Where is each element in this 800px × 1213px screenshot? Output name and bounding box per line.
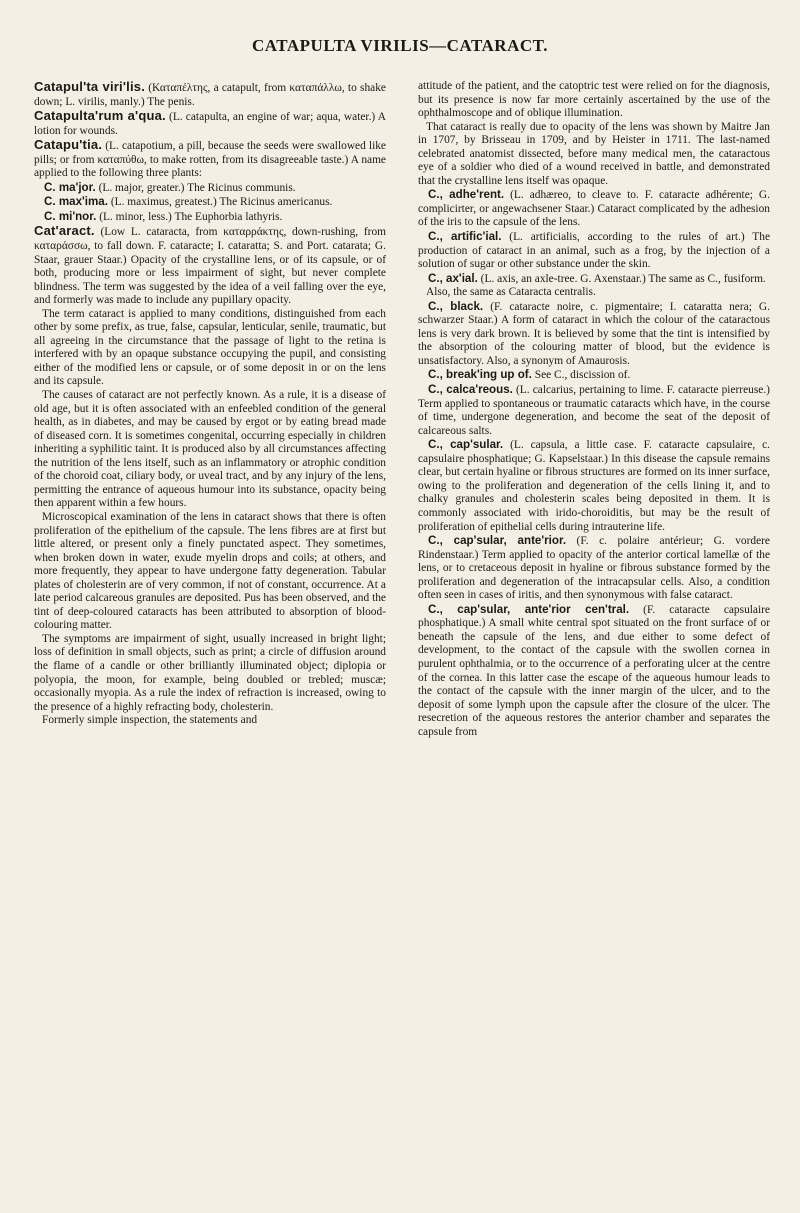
definition: (L. axis, an axle-tree. G. Axenstaar.) The same as C., fusiform. <box>480 272 766 285</box>
subheadword: C. max'ima. <box>44 195 108 209</box>
entry-catapulta-virilis <box>34 80 386 109</box>
subentry-breaking-up <box>418 368 770 383</box>
definition: (F. cataracte capsulaire phosphatique.) A small white central spot situated on the front surface of or beneath the capsule of the lens, and due either to some defect of development, to the contact of the capsule with the swollen cornea in purulent ophthalmia, or to the occurrence of a perforating ulcer at the centre of the cornea. In this latter case the escape of the aqueous humour leads to the contact of the capsule with the inner margin of the ulcer, and to the deposit of some lymph upon the capsule after the closure of the ulcer. The resecretion of the aqueous restores the anterior chamber and separates the capsule from <box>418 603 770 738</box>
definition: See C., discission of. <box>534 369 631 382</box>
running-head: CATAPULTA VIRILIS—CATARACT. <box>252 36 548 55</box>
definition: (F. c. polaire antérieur; G. vordere Rindenstaar.) Term applied to opacity of the anterior cortical lamellæ of the lens, or to cretaceous deposit in hyaline or fibrous substance formed by the proliferation and degeneration of the intracapsular cells. Also, a condition often seen in cases of iritis, and then synonymous with false cataract. <box>418 535 770 602</box>
subheadword: C., adhe'rent. <box>428 188 505 202</box>
left-column <box>34 80 386 728</box>
subentry-adherent <box>418 188 770 230</box>
headword: Cat'aract. <box>34 223 95 239</box>
subentry-calcareous <box>418 383 770 438</box>
subentry-artificial <box>418 230 770 272</box>
definition: (L. adhæreo, to cleave to. F. cataracte adhérente; G. complicirter, or angewachsener Staar.) Cataract complicated by the adhesion of the iris to the capsule of the lens. <box>418 189 770 229</box>
subheadword: C., cap'sular, ante'rior. <box>428 534 567 548</box>
subheadword: C. mi'nor. <box>44 209 97 223</box>
entry-catapultarum-aqua <box>34 109 386 138</box>
definition: (Low L. cataracta, from καταρράκτης, down-rushing, from καταράσσω, to fall down. F. cataracte; I. cataratta; S. and Port. catarata; G. Staar, grauer Staar.) Opacity of the crystalline lens, or of its capsule, or of both, producing more or less impairment of sight, but never complete blindness. The term was suggested by the idea of a veil falling over the eye, and formerly was made to include any pupillary opacity. <box>34 226 386 307</box>
paragraph: The symptoms are impairment of sight, usually increased in bright light; loss of definition in small objects, such as print; a circle of diffusion around the flame of a candle or other brilliantly illuminated object; diplopia or polyopia, the moon, for example, being doubled or trebled; muscæ; occasionally myopia. As a rule the index of refraction is increased, owing to the presence of a highly refracting body, cholesterin. <box>34 632 386 713</box>
entry-catapotia <box>34 138 386 181</box>
definition: (L. major, greater.) The Ricinus communis. <box>98 181 296 194</box>
subheadword: C., black. <box>428 299 484 313</box>
subheadword: C., ax'ial. <box>428 271 478 285</box>
subentry-black <box>418 300 770 369</box>
definition: (L. minor, less.) The Euphorbia lathyris. <box>99 210 283 223</box>
definition: (L. catapulta, an engine of war; aqua, water.) A lotion for wounds. <box>34 111 386 137</box>
paragraph: Microscopical examination of the lens in cataract shows that there is often proliferation of the epithelium of the capsule. The lens fibres are at first but little altered, or present only a finely punctated aspect. They sometimes, when broken down in water, exude myelin drops and coils; at others, and more frequently, they appear to have undergone fatty degeneration. Tabular plates of cholesterin are of very common, if not of constant, occurrence. At a late period calcareous granules are deposited. Pus has been observed, and the tint of deep-coloured cataracts has been attributed to absorption of blood-colouring matter. <box>34 510 386 632</box>
paragraph: Also, the same as Cataracta centralis. <box>426 286 596 299</box>
subentry-major <box>34 181 386 196</box>
definition: (L. artificialis, according to the rules of art.) The production of cataract in an animal, such as a frog, by the injection of a solution of sugar or other substance under the skin. <box>418 231 770 271</box>
subentry-capsular-anterior <box>418 534 770 603</box>
headword: Catapu'tia. <box>34 137 103 153</box>
paragraph: The term cataract is applied to many conditions, distinguished from each other by some prefix, as true, false, capsular, lenticular, senile, traumatic, but all agreeing in the circumstance that the passage of light to the retina is interfered with by an opaque substance occupying the pupil, and consisting either of the modified lens or capsule, or of some deposit in or on the lens and its capsule. <box>34 307 386 388</box>
paragraph: Formerly simple inspection, the statements and <box>42 714 258 727</box>
paragraph: That cataract is really due to opacity of the lens was shown by Maitre Jan in 1707, by Brisseau in 1709, and by Heister in 1711. The last-named celebrated anatomist dissected, before many medical men, the cataractous eye of a soldier who died of a wound received in battle, and demonstrated that the crystalline lens itself was opaque. <box>418 120 770 187</box>
definition: (L. catapotium, a pill, because the seeds were swallowed like pills; or from καταπύθω, to make rotten, from its disagreeable taste.) A name applied to the following three plants: <box>34 140 386 180</box>
subentry-minor <box>34 210 386 225</box>
paragraph: The causes of cataract are not perfectly known. As a rule, it is a disease of old age, but it is often associated with an enfeebled condition of the general health, as in diabetes, and may be caused by ergot or by eating bread made of diseased corn. It is sometimes congenital, occurring especially in children inheriting a syphilitic taint. It is produced also by all circumstances affecting the nutrition of the lens itself, such as an inflammatory or atrophic condition of the choroid coat, ciliary body, or uveal tract, and by any injury of the lens, permitting the entrance of aqueous humour into its substance, opacity being then apparent within a few hours. <box>34 389 386 510</box>
subheadword: C., break'ing up of. <box>428 368 532 382</box>
definition: (F. cataracte noire, c. pigmentaire; I. cataratta nera; G. schwarzer Staar.) A form of cataract in which the colour of the cataractous lens is very dark brown. It is believed by some that the tint is intensified by the absorption of the colouring matter of blood, but the evidence is unsatisfactory. Also, a synonym of Amaurosis. <box>418 300 770 367</box>
subentry-capsular-anterior-central <box>418 603 770 739</box>
headword: Catapul'ta viri'lis. <box>34 79 146 94</box>
right-column <box>418 80 770 739</box>
headword: Catapulta'rum a'qua. <box>34 108 166 124</box>
subentry-axial <box>418 272 770 287</box>
subheadword: C., cap'sular. <box>428 438 504 452</box>
subheadword: C. ma'jor. <box>44 180 96 194</box>
subheadword: C., artific'ial. <box>428 230 502 244</box>
paragraph: attitude of the patient, and the catoptric test were relied on for the diagnosis, but its presence is now far more certainly ascertained by the use of the ophthalmoscope and of oblique illumination. <box>418 80 770 120</box>
subheadword: C., cap'sular, ante'rior cen'tral. <box>428 602 630 616</box>
definition: (L. maximus, greatest.) The Ricinus americanus. <box>110 196 333 209</box>
subentry-maxima <box>34 195 386 210</box>
entry-cataract <box>34 224 386 307</box>
subheadword: C., calca'reous. <box>428 383 513 397</box>
definition: (L. calcarius, pertaining to lime. F. cataracte pierreuse.) Term applied to spontaneous or traumatic cataracts which have, in the course of time, undergone degeneration, and become the seat of the deposit of calcareous salts. <box>418 384 770 437</box>
definition: (Καταπέλτης, a catapult, from καταπάλλω, to shake down; L. virilis, manly.) The penis. <box>34 82 386 108</box>
subentry-capsular <box>418 438 770 534</box>
definition: (L. capsula, a little case. F. cataracte capsulaire, c. capsulaire phosphatique; G. Kapselstaar.) In this disease the capsule remains clear, but certain hyaline or fibrous structures are formed on its inner surface, owing to the proliferation and degeneration of the cells lining it, and to chalky granules and cholesterin scales being deposited in them. It is commonly associated with irido-choroiditis, but may be the result of proliferation of epithelial cells during intrauterine life. <box>418 439 770 533</box>
